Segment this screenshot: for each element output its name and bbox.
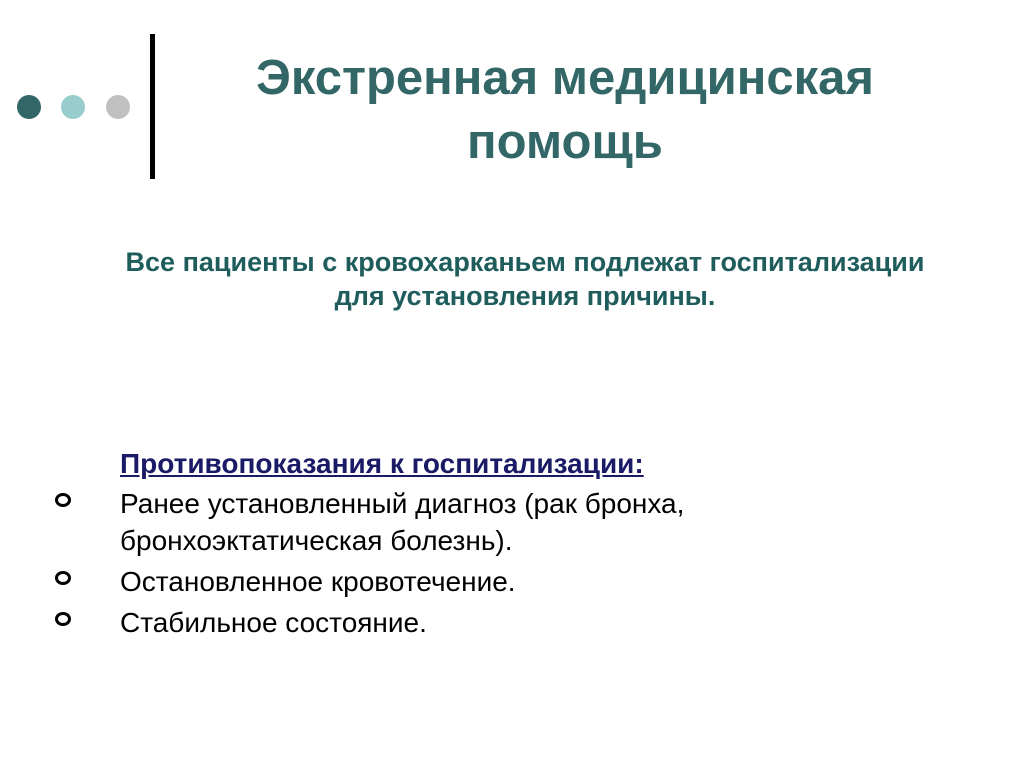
list-item — [0, 604, 900, 641]
list-item-text: Остановленное кровотечение. — [120, 566, 516, 597]
list-item-text: Стабильное состояние. — [120, 607, 427, 638]
decor-dot-dark — [17, 95, 41, 119]
list-item-text-line1: Ранее установленный диагноз (рак бронха, — [120, 488, 685, 519]
slide-title-line1: Экстренная медицинская — [255, 51, 874, 105]
contraindications-list — [0, 485, 1024, 645]
title-divider — [150, 34, 155, 179]
list-item — [0, 485, 900, 559]
hollow-circle-bullet-icon — [55, 493, 71, 507]
hollow-circle-bullet-icon — [55, 612, 71, 626]
intro-line2: для установления причины. — [334, 281, 716, 311]
contraindications-heading: Противопоказания к госпитализации: — [120, 448, 644, 479]
list-item — [0, 563, 900, 600]
hollow-circle-bullet-icon — [55, 571, 71, 585]
list-item-text-line2: бронхоэктатическая болезнь). — [120, 525, 513, 556]
decor-dot-light — [61, 95, 85, 119]
intro-text — [40, 245, 1010, 313]
decor-dot-grey — [106, 95, 130, 119]
slide-title-line2: помощь — [467, 115, 663, 169]
slide-title — [170, 46, 960, 174]
intro-line1: Все пациенты с кровохарканьем подлежат госпитализации — [125, 247, 925, 277]
